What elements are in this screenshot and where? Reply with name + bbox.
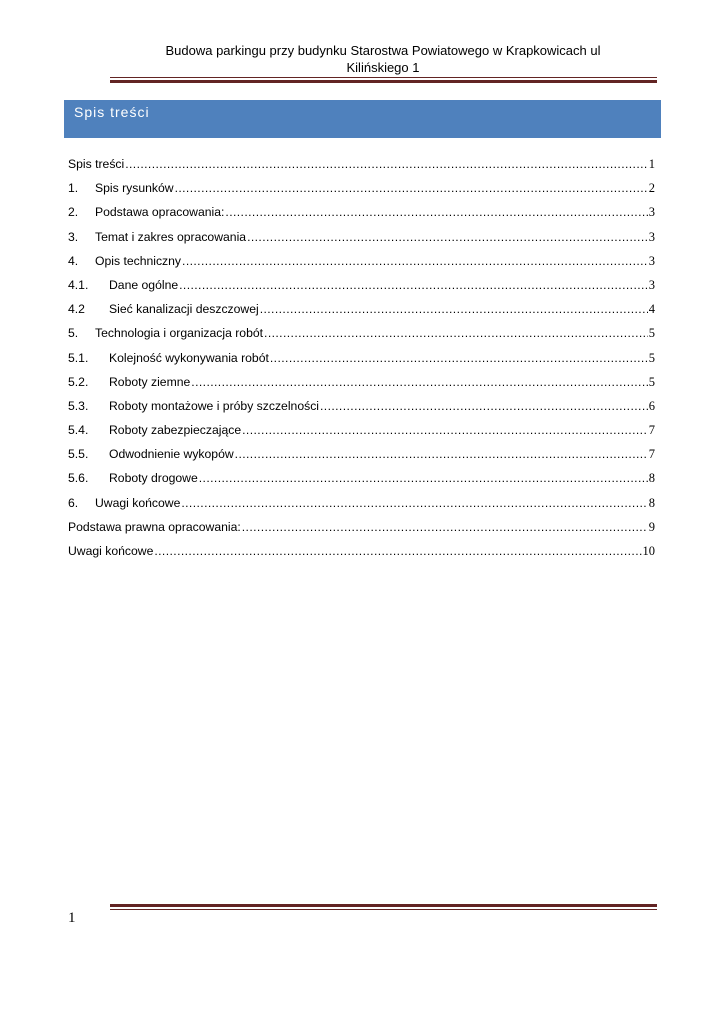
toc-entry[interactable]	[68, 249, 655, 273]
footer-rule-thin	[110, 909, 657, 910]
toc-entry-title: Spis treści	[68, 157, 125, 171]
toc-dot-leader	[182, 249, 648, 273]
toc-dot-leader	[270, 346, 648, 370]
toc-entry-title: Uwagi końcowe	[95, 495, 181, 510]
toc-entry-number: 5.5.	[68, 447, 89, 462]
toc-dot-leader	[320, 394, 648, 418]
toc-entry-number: 2.	[68, 205, 79, 220]
toc-heading-bar	[64, 100, 661, 138]
running-header	[110, 42, 656, 76]
toc-entry-page: 10	[642, 544, 655, 558]
toc-entry-page: 6	[648, 398, 655, 413]
toc-entry[interactable]	[68, 539, 655, 563]
toc-entry-title: Podstawa prawna opracowania:	[68, 519, 241, 534]
toc-entry-title: Kolejność wykonywania robót	[109, 350, 269, 365]
toc-entry-page: 9	[648, 519, 655, 534]
toc-dot-leader	[235, 442, 648, 466]
header-line-1: Budowa parkingu przy budynku Starostwa Powiatowego w Krapkowicach ul	[165, 43, 601, 58]
toc-entry-number: 4.	[68, 253, 79, 268]
toc-entry[interactable]	[68, 418, 655, 442]
toc-dot-leader	[264, 321, 648, 345]
table-of-contents	[68, 152, 655, 563]
toc-dot-leader	[247, 225, 648, 249]
toc-entry-page: 3	[648, 229, 655, 244]
toc-entry[interactable]	[68, 394, 655, 418]
toc-entry-page: 7	[648, 447, 655, 462]
toc-entry-number: 5.3.	[68, 398, 89, 413]
toc-dot-leader	[199, 466, 648, 490]
toc-entry[interactable]	[68, 370, 655, 394]
toc-entry-page: 5	[648, 350, 655, 365]
toc-entry[interactable]	[68, 273, 655, 297]
toc-entry-number: 4.1.	[68, 277, 89, 292]
toc-entry-title: Roboty ziemne	[109, 374, 191, 389]
header-rule-thin	[110, 77, 657, 78]
toc-entry-number: 5.	[68, 326, 79, 341]
toc-dot-leader	[242, 515, 648, 539]
toc-entry-title: Roboty zabezpieczające	[109, 423, 242, 438]
toc-entry-title: Sieć kanalizacji deszczowej	[109, 302, 259, 317]
toc-dot-leader	[225, 200, 647, 224]
toc-entry-number: 5.1.	[68, 350, 89, 365]
toc-entry-title: Opis techniczny	[95, 253, 182, 268]
toc-dot-leader	[175, 176, 648, 200]
toc-entry[interactable]	[68, 321, 655, 345]
toc-entry-title: Dane ogólne	[109, 277, 179, 292]
toc-entry-number: 4.2	[68, 302, 85, 317]
toc-entry-page: 5	[648, 374, 655, 389]
toc-entry-page: 3	[648, 277, 655, 292]
header-line-2: Kilińskiego 1	[346, 60, 420, 75]
toc-entry-number: 5.4.	[68, 423, 89, 438]
toc-dot-leader	[181, 491, 647, 515]
toc-entry[interactable]	[68, 442, 655, 466]
toc-entry-title: Roboty montażowe i próby szczelności	[109, 398, 319, 413]
toc-entry-page: 8	[648, 471, 655, 486]
toc-entry[interactable]	[68, 152, 655, 176]
toc-entry[interactable]	[68, 225, 655, 249]
toc-entry-number: 6.	[68, 495, 79, 510]
toc-dot-leader	[179, 273, 648, 297]
toc-entry[interactable]	[68, 491, 655, 515]
toc-entry-title: Technologia i organizacja robót	[95, 326, 264, 341]
toc-entry-page: 3	[648, 253, 655, 268]
toc-dot-leader	[242, 418, 648, 442]
toc-entry-page: 5	[648, 326, 655, 341]
toc-entry[interactable]	[68, 176, 655, 200]
toc-dot-leader	[260, 297, 648, 321]
toc-heading: Spis treści	[74, 104, 150, 120]
toc-entry-number: 5.6.	[68, 471, 89, 486]
toc-entry-title: Roboty drogowe	[109, 471, 198, 486]
toc-dot-leader	[154, 539, 641, 563]
toc-entry-title: Uwagi końcowe	[68, 544, 154, 558]
toc-entry[interactable]	[68, 297, 655, 321]
toc-entry[interactable]	[68, 515, 655, 539]
toc-entry-title: Temat i zakres opracowania	[95, 229, 247, 244]
toc-entry-page: 2	[648, 181, 655, 196]
toc-entry-title: Odwodnienie wykopów	[109, 447, 234, 462]
toc-entry-page: 4	[648, 302, 655, 317]
toc-entry[interactable]	[68, 466, 655, 490]
toc-entry-title: Podstawa opracowania:	[95, 205, 225, 220]
toc-entry-title: Spis rysunków	[95, 181, 174, 196]
toc-entry-page: 7	[648, 423, 655, 438]
header-rule-thick	[110, 80, 657, 83]
toc-entry[interactable]	[68, 200, 655, 224]
toc-entry-number: 5.2.	[68, 374, 89, 389]
toc-dot-leader	[125, 152, 648, 176]
toc-entry-page: 1	[648, 157, 655, 171]
page-number: 1	[68, 910, 76, 926]
toc-entry-number: 1.	[68, 181, 79, 196]
footer-rule-thick	[110, 904, 657, 907]
toc-entry-page: 3	[648, 205, 655, 220]
toc-entry-number: 3.	[68, 229, 79, 244]
toc-entry-page: 8	[648, 495, 655, 510]
toc-dot-leader	[191, 370, 647, 394]
toc-entry[interactable]	[68, 346, 655, 370]
